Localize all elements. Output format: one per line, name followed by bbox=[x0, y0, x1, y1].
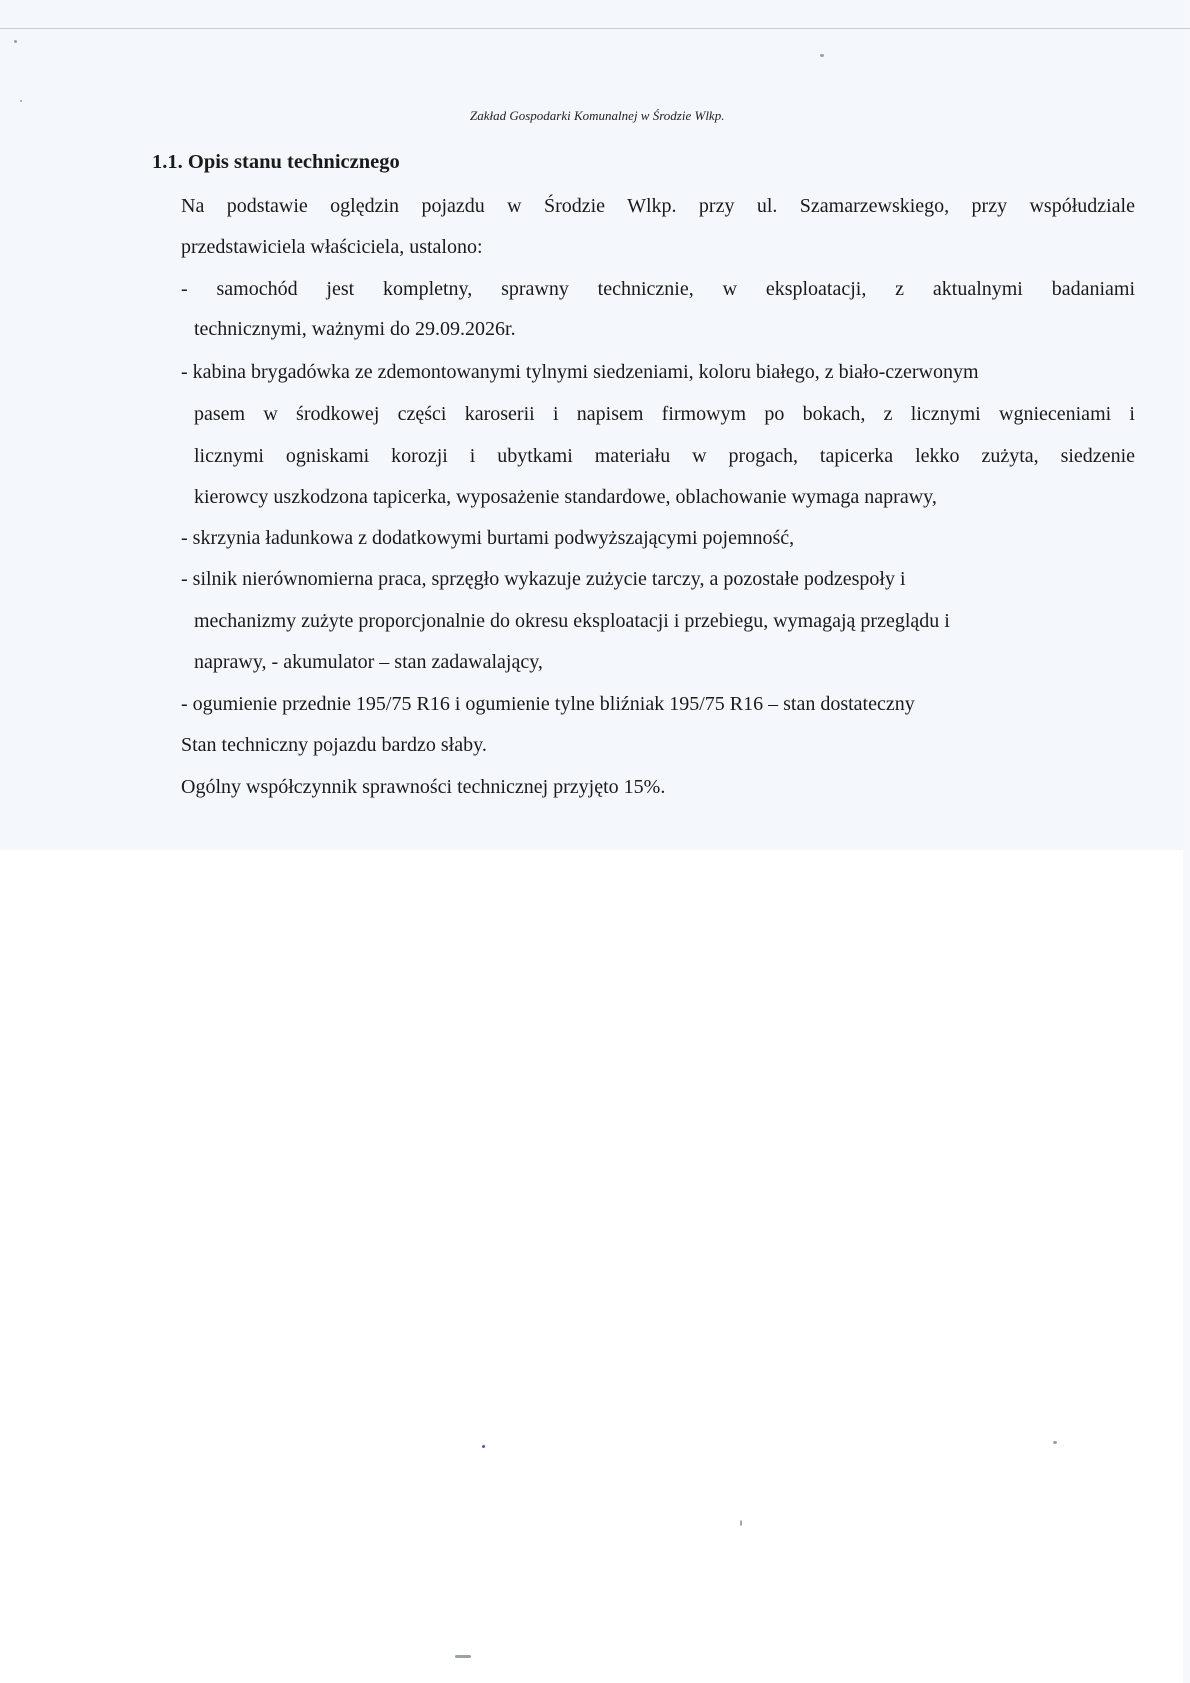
scan-speck bbox=[20, 100, 22, 102]
body-line: licznymi ogniskami korozji i ubytkami materiału w progach, tapicerka lekko zużyta, siedzenie bbox=[194, 445, 1135, 467]
body-line: kierowcy uszkodzona tapicerka, wyposażenie standardowe, oblachowanie wymaga naprawy, bbox=[194, 486, 937, 508]
section-title: 1.1. Opis stanu technicznego bbox=[152, 151, 400, 173]
scan-speck bbox=[14, 40, 17, 43]
body-line: naprawy, - akumulator – stan zadawalający, bbox=[194, 651, 543, 673]
institution-header: Zakład Gospodarki Komunalnej w Środzie Wlkp. bbox=[470, 108, 725, 123]
body-line: przedstawiciela właściciela, ustalono: bbox=[181, 236, 483, 258]
body-line: mechanizmy zużyte proporcjonalnie do okresu eksploatacji i przebiegu, wymagają przeglądu i bbox=[194, 610, 950, 632]
body-line: - kabina brygadówka ze zdemontowanymi tylnymi siedzeniami, koloru białego, z biało-czerwonym bbox=[181, 361, 979, 383]
body-line: Ogólny współczynnik sprawności technicznej przyjęto 15%. bbox=[181, 776, 666, 798]
body-line: - samochód jest kompletny, sprawny technicznie, w eksploatacji, z aktualnymi badaniami bbox=[181, 278, 1135, 300]
scan-speck bbox=[740, 1520, 742, 1526]
body-line: - ogumienie przednie 195/75 R16 i ogumienie tylne bliźniak 195/75 R16 – stan dostateczny bbox=[181, 693, 915, 715]
body-line: Stan techniczny pojazdu bardzo słaby. bbox=[181, 734, 487, 756]
scan-speck bbox=[1053, 1441, 1057, 1444]
body-line: technicznymi, ważnymi do 29.09.2026r. bbox=[194, 318, 516, 340]
body-line: Na podstawie oględzin pojazdu w Środzie Wlkp. przy ul. Szamarzewskiego, przy współudziale bbox=[181, 195, 1135, 217]
scan-speck bbox=[820, 54, 824, 57]
scan-edge-line bbox=[0, 28, 1190, 29]
body-line: pasem w środkowej części karoserii i napisem firmowym po bokach, z licznymi wgnieceniami i bbox=[194, 403, 1135, 425]
body-line: - skrzynia ładunkowa z dodatkowymi burtami podwyższającymi pojemność, bbox=[181, 527, 795, 549]
scan-speck bbox=[455, 1655, 471, 1658]
scan-speck bbox=[482, 1445, 485, 1448]
scan-edge-strip bbox=[1183, 0, 1190, 1683]
body-line: - silnik nierównomierna praca, sprzęgło wykazuje zużycie tarczy, a pozostałe podzespoły i bbox=[181, 568, 906, 590]
